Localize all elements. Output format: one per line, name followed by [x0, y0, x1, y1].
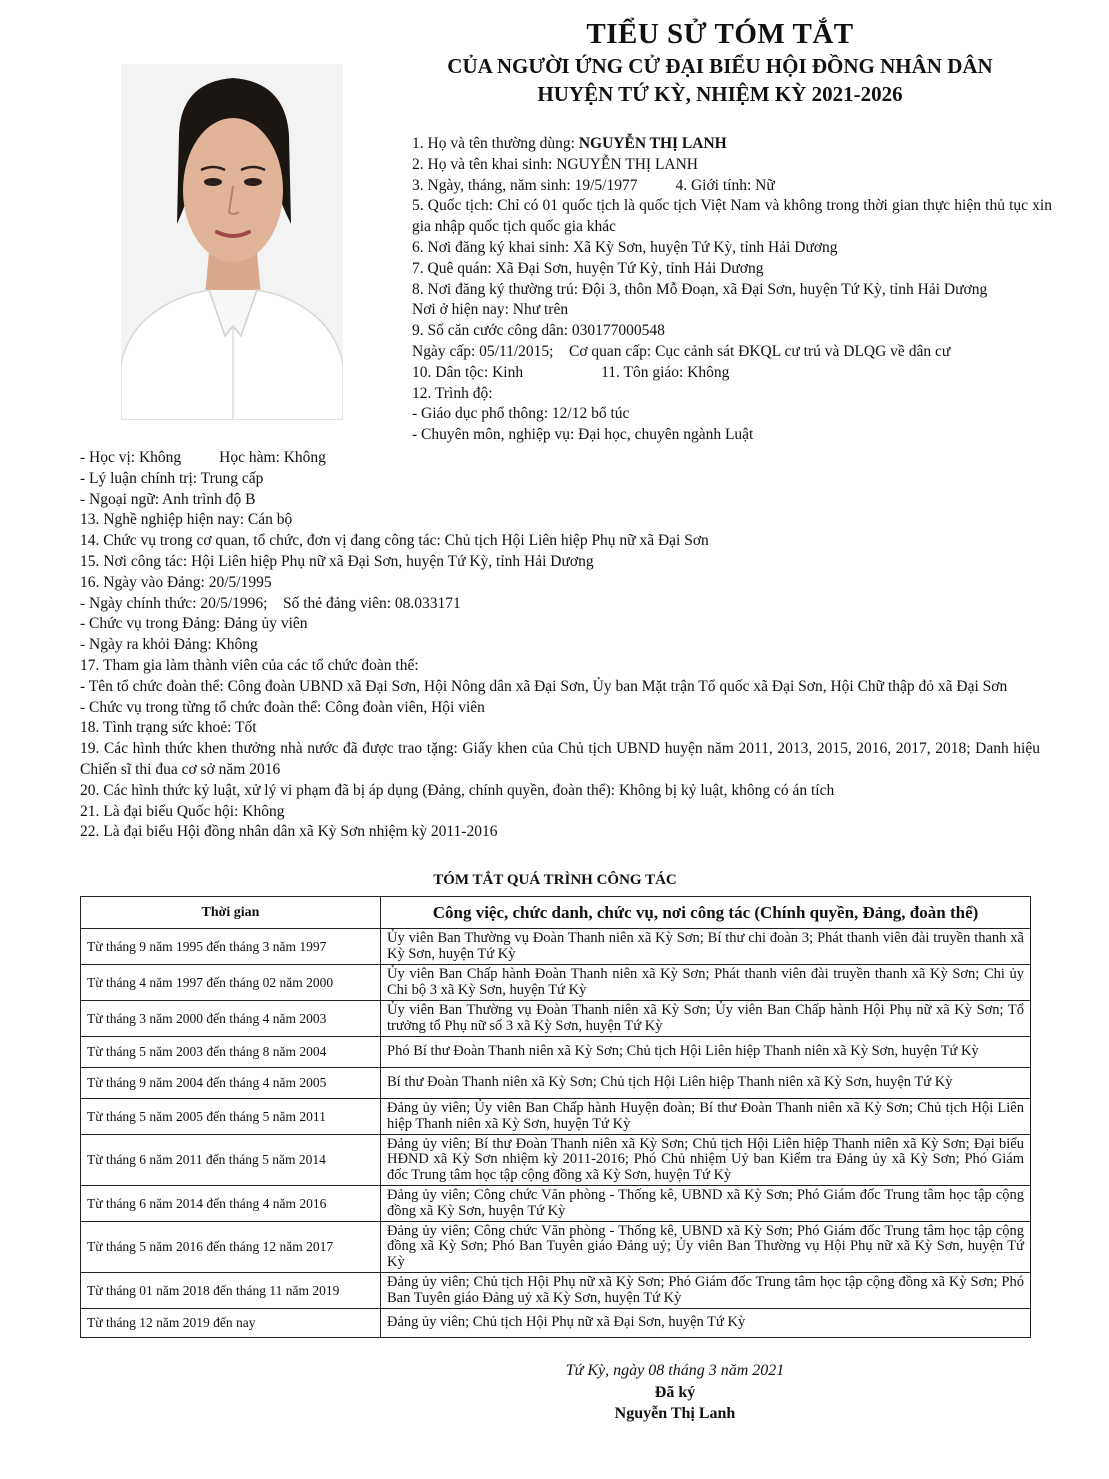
column-header-description: Công việc, chức danh, chức vụ, nơi công tác (Chính quyền, Đảng, đoàn thể) [381, 897, 1031, 929]
table-row [81, 1222, 1031, 1273]
info-line-8b: Nơi ở hiện nay: Như trên [412, 301, 569, 319]
ethnicity: 10. Dân tộc: Kinh [412, 363, 524, 381]
description-cell: Đảng ủy viên; Ủy viên Ban Chấp hành Huyện đoàn; Bí thư Đoàn Thanh niên xã Kỳ Sơn; Chủ tịch Hội Liên hiệp Thanh niên xã Kỳ Sơn, huyện Tứ Kỳ [381, 1099, 1031, 1135]
description-cell: Đảng ủy viên; Chủ tịch Hội Phụ nữ xã Đại Sơn, huyện Tứ Kỳ [381, 1309, 1031, 1338]
position-line: 14. Chức vụ trong cơ quan, tổ chức, đơn vị đang công tác: Chủ tịch Hội Liên hiệp Phụ nữ xã Đại Sơn [80, 532, 709, 550]
description-cell: Ủy viên Ban Chấp hành Đoàn Thanh niên xã Kỳ Sơn; Phát thanh viên đài truyền thanh xã Kỳ Sơn; Chi ủy Chi bộ 3 xã Kỳ Sơn, huyện Tứ Kỳ [381, 965, 1031, 1001]
birth-date: 3. Ngày, tháng, năm sinh: 19/5/1977 [412, 176, 638, 194]
info-label: 1. Họ và tên thường dùng: [412, 135, 579, 152]
signature-place-date: Tứ Kỳ, ngày 08 tháng 3 năm 2021 [565, 1362, 785, 1379]
degree-line [80, 448, 1040, 469]
info-line-12a: - Giáo dục phổ thông: 12/12 bổ túc [412, 405, 630, 423]
time-cell: Từ tháng 6 năm 2011 đến tháng 5 năm 2014 [81, 1135, 381, 1186]
info-line-3 [412, 176, 1052, 197]
time-cell: Từ tháng 12 năm 2019 đến nay [81, 1309, 381, 1338]
description-cell: Ủy viên Ban Thường vụ Đoàn Thanh niên xã Kỳ Sơn; Ủy viên Ban Chấp hành Hội Phụ nữ xã Kỳ Sơn; Tổ trưởng tổ Phụ nữ số 3 xã Kỳ Sơn, huyện Tứ Kỳ [381, 1001, 1031, 1037]
gender: 4. Giới tính: Nữ [675, 176, 775, 194]
table-row [81, 965, 1031, 1001]
info-line-7: 7. Quê quán: Xã Đại Sơn, huyện Tứ Kỳ, tỉnh Hải Dương [412, 259, 764, 277]
workplace-line: 15. Nơi công tác: Hội Liên hiệp Phụ nữ xã Đại Sơn, huyện Tứ Kỳ, tỉnh Hải Dương [80, 552, 594, 570]
document-title: TIỂU SỬ TÓM TẮT [586, 18, 854, 50]
work-history-title: TÓM TẮT QUÁ TRÌNH CÔNG TÁC [433, 872, 677, 888]
description-cell: Phó Bí thư Đoàn Thanh niên xã Kỳ Sơn; Chủ tịch Hội Liên hiệp Thanh niên xã Kỳ Sơn, huyện Tứ Kỳ [381, 1037, 1031, 1068]
description-cell: Bí thư Đoàn Thanh niên xã Kỳ Sơn; Chủ tịch Hội Liên hiệp Thanh niên xã Kỳ Sơn, huyện Tứ Kỳ [381, 1068, 1031, 1099]
table-row [81, 1001, 1031, 1037]
organization-names-line: - Tên tổ chức đoàn thể: Công đoàn UBND xã Đại Sơn, Hội Nông dân xã Đại Sơn, Ủy ban Mặt trận Tổ quốc xã Đại Sơn, Hội Chữ thập đỏ xã Đại Sơn [80, 677, 1008, 695]
personal-info-block [412, 134, 1052, 446]
table-row [81, 1309, 1031, 1338]
foreign-language-line: - Ngoại ngữ: Anh trình độ B [80, 490, 256, 508]
info-line-9b: Ngày cấp: 05/11/2015; Cơ quan cấp: Cục cảnh sát ĐKQL cư trú và DLQG về dân cư [412, 342, 951, 360]
table-row [81, 1273, 1031, 1309]
time-cell: Từ tháng 9 năm 1995 đến tháng 3 năm 1997 [81, 929, 381, 965]
academic-degree: - Học vị: Không [80, 449, 182, 466]
discipline-line: 20. Các hình thức kỷ luật, xử lý vi phạm đã bị áp dụng (Đảng, chính quyền, đoàn thể): Không bị kỷ luật, không có án tích [80, 781, 835, 799]
political-theory-line: - Lý luận chính trị: Trung cấp [80, 469, 264, 487]
description-cell: Đảng ủy viên; Công chức Văn phòng - Thống kê, UBND xã Kỳ Sơn; Phó Giám đốc Trung tâm học tập cộng đồng xã Kỳ Sơn; Phó Ban Tuyên giáo Đảng uỷ; Ủy viên Ban Thường vụ Hội Phụ nữ xã Kỳ Sơn, huyện Tứ Kỳ [381, 1222, 1031, 1273]
info-line-12: 12. Trình độ: [412, 384, 493, 402]
signer-name: Nguyễn Thị Lanh [614, 1405, 736, 1422]
health-line: 18. Tình trạng sức khoẻ: Tốt [80, 719, 257, 737]
organization-roles-line: - Chức vụ trong từng tổ chức đoàn thể: Công đoàn viên, Hội viên [80, 698, 485, 716]
time-cell: Từ tháng 6 năm 2014 đến tháng 4 năm 2016 [81, 1186, 381, 1222]
description-cell: Đảng ủy viên; Chủ tịch Hội Phụ nữ xã Kỳ Sơn; Phó Giám đốc Trung tâm học tập cộng đồng xã Kỳ Sơn; Phó Ban Tuyên giáo Đảng uỷ xã Kỳ Sơn, huyện Tứ Kỳ [381, 1273, 1031, 1309]
info-line-2: 2. Họ và tên khai sinh: NGUYỄN THỊ LANH [412, 155, 698, 173]
description-cell: Đảng ủy viên; Bí thư Đoàn Thanh niên xã Kỳ Sơn; Chủ tịch Hội Liên hiệp Thanh niên xã Kỳ Sơn; Đại biểu HĐND xã Kỳ Sơn nhiệm kỳ 2011-2016; Phó Chủ nhiệm Uỷ ban Kiểm tra Đảng ủy xã Kỳ Sơn; Phó Giám đốc Trung tâm học tập cộng đồng xã Kỳ Sơn, huyện Tứ Kỳ [381, 1135, 1031, 1186]
info-line-8: 8. Nơi đăng ký thường trú: Đội 3, thôn Mỗ Đoạn, xã Đại Sơn, huyện Tứ Kỳ, tỉnh Hải Dương [412, 280, 988, 298]
party-official-line: - Ngày chính thức: 20/5/1996; Số thẻ đảng viên: 08.033171 [80, 594, 461, 612]
awards-line: 19. Các hình thức khen thưởng nhà nước đã được trao tặng: Giấy khen của Chủ tịch UBND huyện năm 2011, 2013, 2015, 2016, 2017, 2018; Danh hiệu Chiến sĩ thi đua cơ sở năm 2016 [80, 740, 1040, 778]
info-line-12b: - Chuyên môn, nghiệp vụ: Đại học, chuyên ngành Luật [412, 426, 754, 444]
common-name: NGUYỄN THỊ LANH [578, 135, 727, 152]
party-position-line: - Chức vụ trong Đảng: Đảng ủy viên [80, 615, 308, 633]
academic-title: Học hàm: Không [219, 449, 326, 466]
table-row [81, 1037, 1031, 1068]
table-header-row [81, 897, 1031, 929]
column-header-time: Thời gian [81, 897, 381, 929]
info-line-6: 6. Nơi đăng ký khai sinh: Xã Kỳ Sơn, huyện Tứ Kỳ, tỉnh Hải Dương [412, 238, 838, 256]
party-leave-line: - Ngày ra khỏi Đảng: Không [80, 636, 258, 654]
time-cell: Từ tháng 5 năm 2016 đến tháng 12 năm 2017 [81, 1222, 381, 1273]
time-cell: Từ tháng 9 năm 2004 đến tháng 4 năm 2005 [81, 1068, 381, 1099]
info-line-9: 9. Số căn cước công dân: 030177000548 [412, 322, 665, 340]
national-assembly-line: 21. Là đại biểu Quốc hội: Không [80, 802, 285, 820]
time-cell: Từ tháng 4 năm 1997 đến tháng 02 năm 2000 [81, 965, 381, 1001]
info-line-5: 5. Quốc tịch: Chỉ có 01 quốc tịch là quốc tịch Việt Nam và không trong thời gian thực hiện thủ tục xin gia nhập quốc tịch quốc gia khác [412, 197, 1052, 236]
time-cell: Từ tháng 01 năm 2018 đến tháng 11 năm 2019 [81, 1273, 381, 1309]
portrait-photo [121, 64, 343, 420]
religion: 11. Tôn giáo: Không [601, 363, 730, 381]
council-member-line: 22. Là đại biểu Hội đồng nhân dân xã Kỳ Sơn nhiệm kỳ 2011-2016 [80, 823, 498, 841]
table-row [81, 929, 1031, 965]
table-row [81, 1135, 1031, 1186]
table-row [81, 1186, 1031, 1222]
work-history-table [80, 896, 1031, 1338]
signature-status: Đã ký [654, 1384, 696, 1401]
document-subtitle: CỦA NGƯỜI ỨNG CỬ ĐẠI BIỂU HỘI ĐỒNG NHÂN DÂN [447, 54, 993, 78]
description-cell: Đảng ủy viên; Công chức Văn phòng - Thống kê, UBND xã Kỳ Sơn; Phó Giám đốc Trung tâm học tập cộng đồng xã Kỳ Sơn, huyện Tứ Kỳ [381, 1186, 1031, 1222]
party-join-line: 16. Ngày vào Đảng: 20/5/1995 [80, 573, 272, 591]
table-row [81, 1068, 1031, 1099]
table-row [81, 1099, 1031, 1135]
document-subtitle-term: HUYỆN TỨ KỲ, NHIỆM KỲ 2021-2026 [537, 82, 903, 106]
time-cell: Từ tháng 5 năm 2005 đến tháng 5 năm 2011 [81, 1099, 381, 1135]
organizations-line: 17. Tham gia làm thành viên của các tổ chức đoàn thể: [80, 656, 419, 674]
main-info-block [80, 448, 1040, 843]
info-line-10 [412, 363, 1052, 384]
time-cell: Từ tháng 3 năm 2000 đến tháng 4 năm 2003 [81, 1001, 381, 1037]
occupation-line: 13. Nghề nghiệp hiện nay: Cán bộ [80, 511, 293, 529]
description-cell: Ủy viên Ban Thường vụ Đoàn Thanh niên xã Kỳ Sơn; Bí thư chi đoàn 3; Phát thanh viên đài truyền thanh xã Kỳ Sơn, huyện Tứ Kỳ [381, 929, 1031, 965]
time-cell: Từ tháng 5 năm 2003 đến tháng 8 năm 2004 [81, 1037, 381, 1068]
info-line-1 [412, 134, 1052, 155]
